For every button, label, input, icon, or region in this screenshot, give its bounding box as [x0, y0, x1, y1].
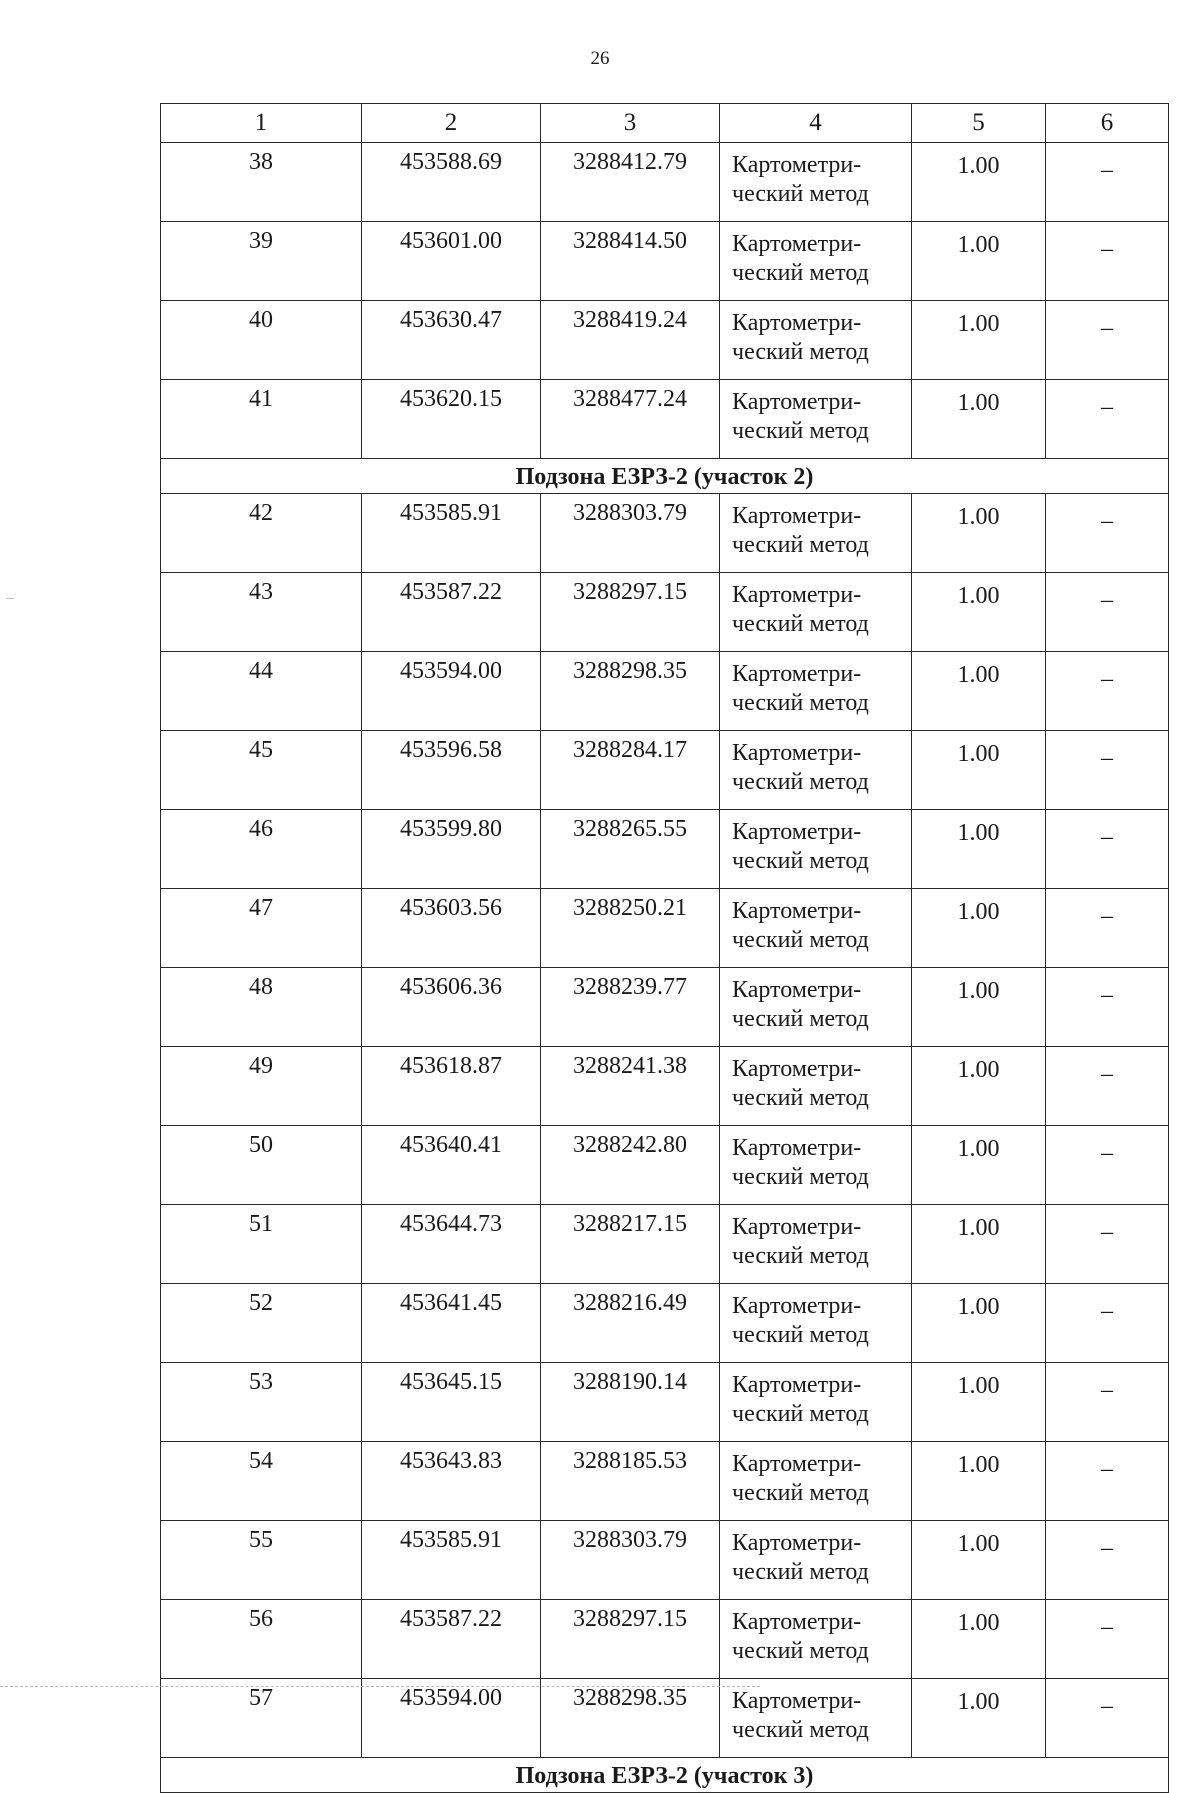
point-number-cell: 50: [161, 1126, 362, 1205]
x-coordinate-cell: 453596.58: [362, 731, 541, 810]
method-line-1: Картометри-: [732, 1609, 862, 1635]
method-cell: [720, 968, 912, 1047]
table-body: [161, 143, 1169, 1793]
x-coordinate-cell: 453587.22: [362, 573, 541, 652]
error-cell: 1.00: [912, 1205, 1046, 1284]
method-line-2: ческий метод: [732, 1164, 869, 1190]
method-line-2: ческий метод: [732, 339, 869, 365]
method-line-2: ческий метод: [732, 690, 869, 716]
y-coordinate-cell: 3288239.77: [541, 968, 720, 1047]
method-line-2: ческий метод: [732, 1638, 869, 1664]
point-number-cell: 48: [161, 968, 362, 1047]
method-line-2: ческий метод: [732, 1559, 869, 1585]
method-line-2: ческий метод: [732, 1322, 869, 1348]
x-coordinate-cell: 453594.00: [362, 652, 541, 731]
y-coordinate-cell: 3288242.80: [541, 1126, 720, 1205]
note-cell: –: [1046, 222, 1169, 301]
point-number-cell: 41: [161, 380, 362, 459]
method-line-1: Картометри-: [732, 661, 862, 687]
error-cell: 1.00: [912, 968, 1046, 1047]
scan-edge-line: [0, 1686, 760, 1687]
y-coordinate-cell: 3288216.49: [541, 1284, 720, 1363]
table-row: [161, 301, 1169, 380]
note-cell: –: [1046, 573, 1169, 652]
method-line-1: Картометри-: [732, 1372, 862, 1398]
method-line-1: Картометри-: [732, 231, 862, 257]
note-cell: –: [1046, 380, 1169, 459]
x-coordinate-cell: 453640.41: [362, 1126, 541, 1205]
y-coordinate-cell: 3288303.79: [541, 494, 720, 573]
table-header-row: [161, 104, 1169, 143]
method-line-1: Картометри-: [732, 977, 862, 1003]
zone-title: Подзона ЕЗРЗ-2 (участок 2): [161, 459, 1169, 494]
x-coordinate-cell: 453588.69: [362, 143, 541, 222]
method-line-1: Картометри-: [732, 152, 862, 178]
table-row: [161, 222, 1169, 301]
method-line-2: ческий метод: [732, 1243, 869, 1269]
note-cell: –: [1046, 1600, 1169, 1679]
note-cell: –: [1046, 810, 1169, 889]
method-line-2: ческий метод: [732, 1401, 869, 1427]
method-line-2: ческий метод: [732, 927, 869, 953]
note-cell: –: [1046, 1442, 1169, 1521]
coordinates-table: [160, 103, 1169, 1793]
y-coordinate-cell: 3288477.24: [541, 380, 720, 459]
zone-header-row: [161, 459, 1169, 494]
y-coordinate-cell: 3288297.15: [541, 1600, 720, 1679]
note-cell: –: [1046, 968, 1169, 1047]
method-line-1: Картометри-: [732, 740, 862, 766]
y-coordinate-cell: 3288298.35: [541, 1679, 720, 1758]
method-cell: [720, 889, 912, 968]
method-line-2: ческий метод: [732, 769, 869, 795]
method-line-1: Картометри-: [732, 819, 862, 845]
error-cell: 1.00: [912, 380, 1046, 459]
scan-artifact-mark: [6, 598, 14, 599]
zone-header-row: [161, 1758, 1169, 1793]
method-line-1: Картометри-: [732, 1056, 862, 1082]
x-coordinate-cell: 453585.91: [362, 494, 541, 573]
error-cell: 1.00: [912, 1521, 1046, 1600]
table-row: [161, 731, 1169, 810]
method-line-2: ческий метод: [732, 532, 869, 558]
table-row: [161, 1442, 1169, 1521]
table-row: [161, 143, 1169, 222]
method-cell: [720, 1600, 912, 1679]
table-row: [161, 889, 1169, 968]
note-cell: –: [1046, 652, 1169, 731]
method-line-1: Картометри-: [732, 310, 862, 336]
x-coordinate-cell: 453618.87: [362, 1047, 541, 1126]
column-header: 1: [161, 104, 362, 143]
table-row: [161, 1521, 1169, 1600]
column-header: 5: [912, 104, 1046, 143]
error-cell: 1.00: [912, 1600, 1046, 1679]
table-row: [161, 1205, 1169, 1284]
column-header: 6: [1046, 104, 1169, 143]
note-cell: –: [1046, 1679, 1169, 1758]
note-cell: –: [1046, 1363, 1169, 1442]
y-coordinate-cell: 3288284.17: [541, 731, 720, 810]
point-number-cell: 51: [161, 1205, 362, 1284]
method-line-2: ческий метод: [732, 611, 869, 637]
error-cell: 1.00: [912, 573, 1046, 652]
table-row: [161, 1047, 1169, 1126]
method-line-1: Картометри-: [732, 1530, 862, 1556]
table-row: [161, 968, 1169, 1047]
point-number-cell: 39: [161, 222, 362, 301]
table-row: [161, 573, 1169, 652]
method-cell: [720, 1126, 912, 1205]
error-cell: 1.00: [912, 222, 1046, 301]
method-line-1: Картометри-: [732, 503, 862, 529]
method-cell: [720, 1363, 912, 1442]
point-number-cell: 38: [161, 143, 362, 222]
x-coordinate-cell: 453645.15: [362, 1363, 541, 1442]
table-row: [161, 1284, 1169, 1363]
method-cell: [720, 652, 912, 731]
point-number-cell: 46: [161, 810, 362, 889]
point-number-cell: 47: [161, 889, 362, 968]
method-line-2: ческий метод: [732, 1480, 869, 1506]
method-line-2: ческий метод: [732, 1717, 869, 1743]
table-row: [161, 1126, 1169, 1205]
table-row: [161, 494, 1169, 573]
table-row: [161, 652, 1169, 731]
point-number-cell: 43: [161, 573, 362, 652]
error-cell: 1.00: [912, 889, 1046, 968]
table-row: [161, 810, 1169, 889]
x-coordinate-cell: 453601.00: [362, 222, 541, 301]
x-coordinate-cell: 453603.56: [362, 889, 541, 968]
method-cell: [720, 143, 912, 222]
y-coordinate-cell: 3288185.53: [541, 1442, 720, 1521]
method-cell: [720, 573, 912, 652]
y-coordinate-cell: 3288297.15: [541, 573, 720, 652]
method-cell: [720, 810, 912, 889]
point-number-cell: 56: [161, 1600, 362, 1679]
x-coordinate-cell: 453606.36: [362, 968, 541, 1047]
table-row: [161, 380, 1169, 459]
method-line-2: ческий метод: [732, 418, 869, 444]
point-number-cell: 42: [161, 494, 362, 573]
table-row: [161, 1679, 1169, 1758]
point-number-cell: 40: [161, 301, 362, 380]
y-coordinate-cell: 3288250.21: [541, 889, 720, 968]
error-cell: 1.00: [912, 1679, 1046, 1758]
column-header: 3: [541, 104, 720, 143]
point-number-cell: 54: [161, 1442, 362, 1521]
table-row: [161, 1363, 1169, 1442]
method-line-1: Картометри-: [732, 1688, 862, 1714]
method-line-1: Картометри-: [732, 1214, 862, 1240]
method-cell: [720, 1205, 912, 1284]
note-cell: –: [1046, 1284, 1169, 1363]
page-number: 26: [590, 48, 610, 69]
note-cell: –: [1046, 494, 1169, 573]
point-number-cell: 55: [161, 1521, 362, 1600]
x-coordinate-cell: 453594.00: [362, 1679, 541, 1758]
column-header: 2: [362, 104, 541, 143]
error-cell: 1.00: [912, 1047, 1046, 1126]
point-number-cell: 49: [161, 1047, 362, 1126]
error-cell: 1.00: [912, 1363, 1046, 1442]
method-cell: [720, 1679, 912, 1758]
x-coordinate-cell: 453587.22: [362, 1600, 541, 1679]
error-cell: 1.00: [912, 143, 1046, 222]
error-cell: 1.00: [912, 652, 1046, 731]
method-cell: [720, 301, 912, 380]
method-cell: [720, 494, 912, 573]
method-line-2: ческий метод: [732, 260, 869, 286]
method-line-2: ческий метод: [732, 1085, 869, 1111]
method-cell: [720, 1521, 912, 1600]
note-cell: –: [1046, 143, 1169, 222]
y-coordinate-cell: 3288265.55: [541, 810, 720, 889]
note-cell: –: [1046, 301, 1169, 380]
x-coordinate-cell: 453630.47: [362, 301, 541, 380]
method-line-2: ческий метод: [732, 848, 869, 874]
y-coordinate-cell: 3288241.38: [541, 1047, 720, 1126]
method-cell: [720, 1284, 912, 1363]
x-coordinate-cell: 453620.15: [362, 380, 541, 459]
error-cell: 1.00: [912, 810, 1046, 889]
method-cell: [720, 380, 912, 459]
method-cell: [720, 731, 912, 810]
error-cell: 1.00: [912, 494, 1046, 573]
point-number-cell: 45: [161, 731, 362, 810]
method-cell: [720, 1442, 912, 1521]
method-cell: [720, 1047, 912, 1126]
y-coordinate-cell: 3288190.14: [541, 1363, 720, 1442]
method-line-2: ческий метод: [732, 1006, 869, 1032]
error-cell: 1.00: [912, 301, 1046, 380]
column-header: 4: [720, 104, 912, 143]
y-coordinate-cell: 3288419.24: [541, 301, 720, 380]
x-coordinate-cell: 453644.73: [362, 1205, 541, 1284]
table-row: [161, 1600, 1169, 1679]
method-line-1: Картометри-: [732, 1293, 862, 1319]
x-coordinate-cell: 453585.91: [362, 1521, 541, 1600]
y-coordinate-cell: 3288217.15: [541, 1205, 720, 1284]
x-coordinate-cell: 453599.80: [362, 810, 541, 889]
method-line-1: Картометри-: [732, 1135, 862, 1161]
y-coordinate-cell: 3288303.79: [541, 1521, 720, 1600]
method-line-1: Картометри-: [732, 582, 862, 608]
method-line-2: ческий метод: [732, 181, 869, 207]
note-cell: –: [1046, 1205, 1169, 1284]
method-line-1: Картометри-: [732, 1451, 862, 1477]
note-cell: –: [1046, 889, 1169, 968]
y-coordinate-cell: 3288414.50: [541, 222, 720, 301]
method-line-1: Картометри-: [732, 389, 862, 415]
error-cell: 1.00: [912, 1126, 1046, 1205]
error-cell: 1.00: [912, 1284, 1046, 1363]
method-line-1: Картометри-: [732, 898, 862, 924]
note-cell: –: [1046, 1126, 1169, 1205]
note-cell: –: [1046, 1521, 1169, 1600]
x-coordinate-cell: 453643.83: [362, 1442, 541, 1521]
error-cell: 1.00: [912, 731, 1046, 810]
error-cell: 1.00: [912, 1442, 1046, 1521]
point-number-cell: 53: [161, 1363, 362, 1442]
note-cell: –: [1046, 1047, 1169, 1126]
method-cell: [720, 222, 912, 301]
zone-title: Подзона ЕЗРЗ-2 (участок 3): [161, 1758, 1169, 1793]
y-coordinate-cell: 3288298.35: [541, 652, 720, 731]
y-coordinate-cell: 3288412.79: [541, 143, 720, 222]
point-number-cell: 44: [161, 652, 362, 731]
x-coordinate-cell: 453641.45: [362, 1284, 541, 1363]
point-number-cell: 57: [161, 1679, 362, 1758]
point-number-cell: 52: [161, 1284, 362, 1363]
note-cell: –: [1046, 731, 1169, 810]
